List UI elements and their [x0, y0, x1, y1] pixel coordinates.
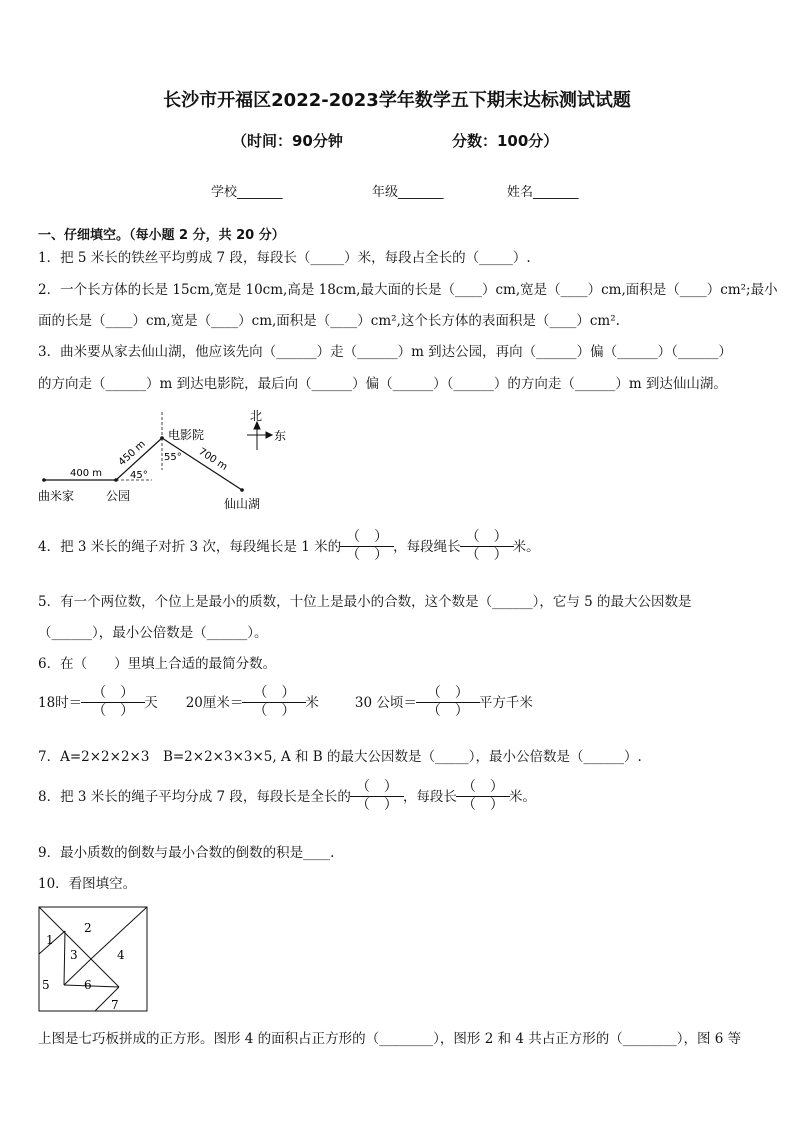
question-6-blanks	[38, 686, 533, 719]
north-label: 北	[250, 409, 263, 423]
piece-2-label: 2	[84, 921, 92, 935]
denominator-blank: （ ）	[346, 547, 389, 563]
page-title: 长沙市开福区2022-2023学年数学五下期末达标测试试题	[163, 90, 631, 111]
question-4	[38, 530, 540, 563]
numerator-blank: （ ）	[253, 685, 296, 701]
numerator-blank: （ ）	[426, 685, 469, 701]
park-point	[114, 478, 118, 482]
numerator-blank: （ ）	[355, 779, 398, 795]
q6c-post: 平方千米	[478, 694, 533, 711]
section-title: 一、仔细填空。（每小题 2 分，共 20 分）	[38, 228, 285, 243]
total-score: 分数：100分）	[452, 132, 559, 150]
question-2-line-1: 2．一个长方体的长是 15cm,宽是 10cm,高是 18cm,最大面的长是（____）cm,宽是（____）cm,面积是（____）cm²;最小	[38, 282, 778, 298]
question-8	[38, 780, 536, 813]
q8-text-pre: 8．把 3 米长的绳子平均分成 7 段，每段长是全长的	[38, 788, 351, 805]
grade-field: 年级_______	[372, 185, 444, 200]
distance-400: 400 m	[70, 468, 103, 479]
fraction-blank	[463, 530, 511, 563]
question-1: 1．把 5 米长的铁丝平均剪成 7 段，每段长（_____）米，每段占全长的（_____）.	[38, 250, 531, 266]
angle-45: 45°	[130, 470, 148, 481]
numerator-blank: （ ）	[461, 779, 504, 795]
tangram-figure	[38, 906, 148, 1012]
piece-5-label: 5	[42, 978, 50, 992]
lake-label: 仙山湖	[224, 497, 261, 511]
q6a-post: 天	[144, 694, 158, 711]
q4-text-pre: 4．把 3 米长的绳子对折 3 次，每段绳长是 1 米的	[38, 538, 342, 555]
question-7: 7．A=2×2×2×3 B=2×2×3×3×5, A 和 B 的最大公因数是（_____），最小公倍数是（______）.	[38, 749, 642, 765]
east-label: 东	[274, 429, 287, 443]
route-map-figure	[34, 408, 304, 513]
time-limit: （时间：90分钟	[232, 132, 343, 150]
cinema-point	[160, 436, 164, 440]
denominator-blank: （ ）	[461, 797, 504, 813]
numerator-blank: （ ）	[465, 529, 508, 545]
piece-4-label: 4	[117, 948, 125, 962]
fraction-blank	[419, 686, 477, 719]
fraction-blank	[245, 686, 303, 719]
park-label: 公园	[106, 489, 131, 503]
distance-450: 450 m	[116, 438, 148, 469]
home-point	[42, 478, 46, 482]
fraction-blank	[343, 530, 391, 563]
q6a-pre: 18时＝	[38, 694, 83, 711]
distance-700: 700 m	[196, 446, 230, 473]
denominator-blank: （ ）	[426, 703, 469, 719]
question-3-line-1: 3．曲米要从家去仙山湖，他应该先向（______）走（______）m 到达公园，再向（______）偏（______）（______）	[38, 344, 732, 360]
name-field: 姓名_______	[507, 185, 579, 200]
question-3-line-2: 的方向走（______）m 到达电影院，最后向（______）偏（______）（______）的方向走（______）m 到达仙山湖。	[38, 376, 727, 392]
q6b-post: 米	[305, 694, 319, 711]
q8-text-post: 米。	[508, 788, 536, 805]
q4-text-mid: ，每段绳长	[393, 538, 461, 555]
q6b-pre: 20厘米＝	[185, 694, 244, 711]
fraction-blank	[84, 686, 142, 719]
school-field: 学校_______	[211, 185, 283, 200]
denominator-blank: （ ）	[355, 797, 398, 813]
piece-3-label: 3	[70, 948, 78, 962]
denominator-blank: （ ）	[92, 703, 135, 719]
piece-7-label: 7	[111, 998, 119, 1012]
question-10: 10．看图填空。	[38, 876, 137, 892]
piece-6-label: 6	[84, 978, 92, 992]
compass-icon	[247, 422, 272, 450]
angle-55: 55°	[164, 452, 182, 463]
numerator-blank: （ ）	[92, 685, 135, 701]
fraction-blank	[459, 780, 507, 813]
cinema-label: 电影院	[168, 428, 205, 442]
piece-1-label: 1	[46, 933, 54, 947]
q4-text-post: 米。	[512, 538, 540, 555]
denominator-blank: （ ）	[465, 547, 508, 563]
lake-point	[240, 488, 244, 492]
denominator-blank: （ ）	[253, 703, 296, 719]
question-5-line-1: 5．有一个两位数，个位上是最小的质数，十位上是最小的合数，这个数是（______），它与 5 的最大公因数是	[38, 594, 692, 610]
fraction-blank	[353, 780, 401, 813]
question-10-text: 上图是七巧板拼成的正方形。图形 4 的面积占正方形的（________），图形 2 和 4 共占正方形的（________），图 6 等	[38, 1031, 742, 1047]
question-6: 6．在（ ）里填上合适的最简分数。	[38, 656, 277, 672]
numerator-blank: （ ）	[346, 529, 389, 545]
question-5-line-2: （______），最小公倍数是（______）。	[38, 625, 268, 641]
q6c-pre: 30 公顷＝	[354, 694, 417, 711]
q8-text-mid: ，每段长	[402, 788, 457, 805]
question-9: 9．最小质数的倒数与最小合数的倒数的积是____.	[38, 845, 335, 861]
home-label: 曲米家	[38, 489, 75, 503]
question-2-line-2: 面的长是（____）cm,宽是（____）cm,面积是（____）cm²,这个长方体的表面积是（____）cm².	[38, 313, 620, 329]
